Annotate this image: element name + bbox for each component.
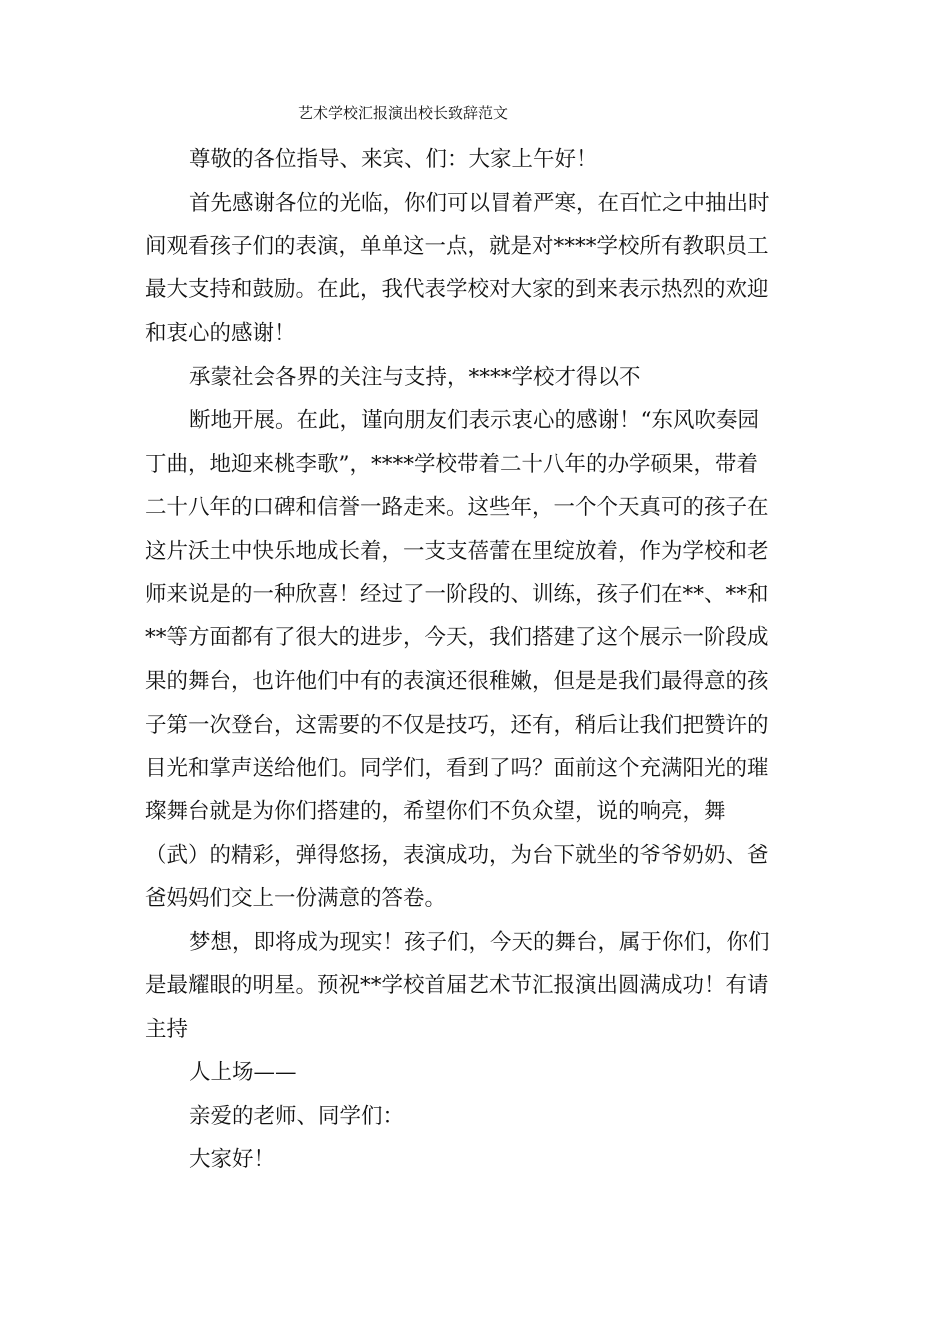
text-line-6: 承蒙社会各界的关注与支持，****学校才得以不 [189, 365, 641, 390]
text-line-24: 大家好！ [189, 1147, 276, 1172]
text-line-3: 间观看孩子们的表演，单单这一点，就是对****学校所有教职员工 [145, 234, 769, 259]
text-line-11: 师来说是的一种欣喜！经过了一阶段的、训练，孩子们在**、**和 [145, 582, 769, 607]
text-line-23: 亲爱的老师、同学们： [189, 1104, 405, 1129]
text-line-20: 是最耀眼的明星。预祝**学校首届艺术节汇报演出圆满成功！有请 [145, 973, 769, 998]
text-line-21: 主持 [145, 1017, 189, 1042]
text-line-12: **等方面都有了很大的进步，今天，我们搭建了这个展示一阶段成 [145, 625, 769, 650]
text-line-15: 目光和掌声送给他们。同学们，看到了吗？面前这个充满阳光的璀 [145, 756, 769, 781]
text-line-1: 尊敬的各位指导、来宾、们：大家上午好！ [189, 147, 598, 172]
text-line-10: 这片沃土中快乐地成长着，一支支蓓蕾在里绽放着，作为学校和老 [145, 539, 769, 564]
text-line-16: 璨舞台就是为你们搭建的，希望你们不负众望，说的响亮，舞 [145, 799, 726, 824]
text-line-13: 果的舞台，也许他们中有的表演还很稚嫩，但是是我们最得意的孩 [145, 669, 769, 694]
text-line-19: 梦想，即将成为现实！孩子们，今天的舞台，属于你们，你们 [189, 930, 770, 955]
document-title: 艺术学校汇报演出校长致辞范文 [298, 104, 509, 122]
text-line-22: 人上场—— [189, 1060, 297, 1085]
text-line-8: 丁曲，地迎来桃李歌”，****学校带着二十八年的办学硕果，带着 [145, 452, 758, 477]
text-line-9: 二十八年的口碑和信誉一路走来。这些年，一个个天真可的孩子在 [145, 495, 769, 520]
text-line-2: 首先感谢各位的光临，你们可以冒着严寒，在百忙之中抽出时 [189, 191, 770, 216]
text-line-14: 子第一次登台，这需要的不仅是技巧，还有，稍后让我们把赞许的 [145, 713, 769, 738]
text-line-18: 爸妈妈们交上一份满意的答卷。 [145, 886, 447, 911]
text-line-4: 最大支持和鼓励。在此，我代表学校对大家的到来表示热烈的欢迎 [145, 277, 769, 302]
text-line-17: （武）的精彩，弹得悠扬，表演成功，为台下就坐的爷爷奶奶、爸 [145, 843, 769, 868]
text-line-5: 和衷心的感谢！ [145, 321, 296, 346]
text-line-7: 断地开展。在此，谨向朋友们表示衷心的感谢！“东风吹奏园 [189, 408, 759, 433]
